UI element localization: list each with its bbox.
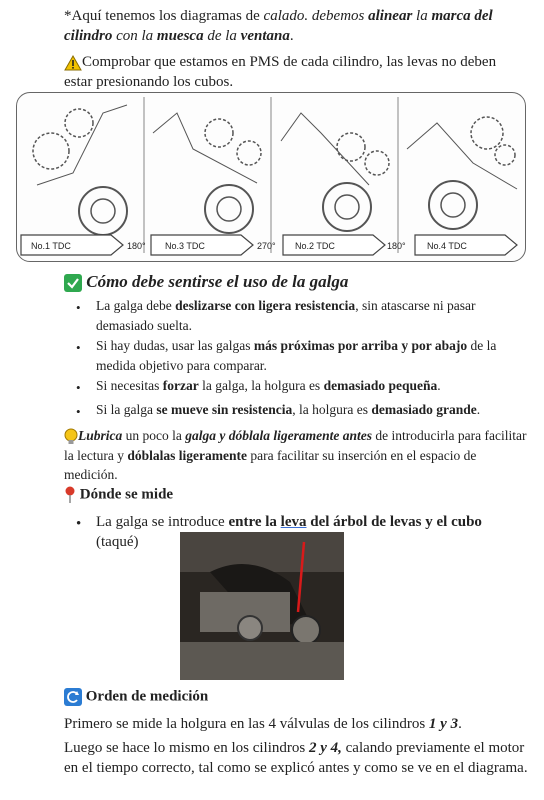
diagram-labels [21,235,517,255]
timing-diagram-svg [17,93,525,261]
panel-3 [281,97,398,253]
intro-text-8: de la [203,28,241,44]
item-text: Si necesitas [96,378,163,393]
intro-text-9: ventana [240,28,290,44]
warning-paragraph [64,52,528,92]
intro-text-5: marca del cilindro [64,8,493,44]
item-bold: forzar [162,378,199,393]
list-item [96,400,524,420]
item-bold: demasiado pequeña [323,378,438,393]
diagram-angle-3: 180° [387,241,406,251]
engine-photo [180,532,344,680]
bullet-dot: • [76,404,81,419]
intro-text-10: . [289,28,294,44]
item-text: , la holgura es [292,402,372,417]
item-bold: se mueve sin resistencia [156,402,293,417]
intro-paragraph [64,6,528,46]
intro-text-2: calado. debemos [263,8,369,24]
intro-text-6: con la [112,28,157,44]
section-heading-feel [64,272,348,292]
order-paragraph-1 [64,714,528,734]
bullet-dot: • [76,300,81,315]
warning-text: Comprobar que estamos en PMS de cada cilindro, las levas no deben estar presionando los cubos. [64,54,497,90]
lightbulb-icon [64,428,78,446]
item-bold: demasiado grande [371,402,477,417]
item-bold: del árbol de levas y el cubo [306,514,482,530]
item-bold: deslizarse con ligera resistencia [175,298,356,313]
list-item [96,336,524,376]
item-text: (taqué) [96,534,139,550]
item-text: , sin atascarse ni pasar demasiado suelta. [96,298,476,333]
bullet-dot: • [76,380,81,395]
tip-text-a: Lubrica [78,428,123,443]
list-item [96,296,524,336]
warning-icon [64,55,82,71]
section-title-order: Orden de medición [85,688,209,705]
tip-text-b: un poco la [122,428,186,443]
diagram-angle-2: 270° [257,241,276,251]
order-text: Primero se mide la holgura en las 4 válvulas de los cilindros [64,716,429,732]
diagram-label-3: No.2 TDC [295,241,335,251]
intro-asterisk: * [64,8,72,24]
item-text: . [476,402,481,417]
timing-diagram [16,92,526,262]
list-item [96,376,524,396]
tip-text-d: de introducirla para facilitar la lectura y [64,428,527,463]
diagram-label-1: No.1 TDC [31,241,71,251]
diagram-label-2: No.3 TDC [165,241,205,251]
tip-text-e: dóblalas ligeramente [127,447,247,463]
pin-icon [64,486,76,504]
refresh-icon [64,688,82,706]
order-text: . [458,716,462,732]
item-text: . [437,378,441,393]
item-bold: más próximas por arriba y por abajo [253,338,468,353]
intro-text-4: la [412,8,432,24]
section-heading-where [64,486,173,504]
bullet-dot: • [76,340,81,355]
item-text: Si hay dudas, usar las galgas [96,338,254,353]
leva-link[interactable]: leva [280,514,307,530]
item-text: La galga se introduce [96,514,229,530]
diagram-angle-1: 180° [127,241,146,251]
item-text: la galga, la holgura es [198,378,324,393]
intro-text-3: alinear [368,8,413,24]
item-text: La galga debe [96,298,176,313]
item-text: Si la galga [96,402,157,417]
item-bold: entre la [228,514,281,530]
diagram-label-4: No.4 TDC [427,241,467,251]
order-paragraph-2 [64,738,528,778]
section-title-feel: Cómo debe sentirse el uso de la galga [86,272,349,291]
intro-text-7: muesca [156,28,204,44]
order-text: Luego se hace lo mismo en los cilindros [64,740,309,756]
order-bold: 1 y 3 [428,716,459,732]
tip-text-f: para facilitar su inserción en el espacio de medición. [64,447,477,482]
panel-4 [407,117,517,229]
intro-text-1: Aquí tenemos los diagramas de [71,8,264,24]
item-text: de la medida objetivo para comparar. [96,338,497,373]
tip-text-c: galga y dóblala ligeramente antes [185,428,373,443]
bullet-dot: • [76,516,82,532]
section-heading-order [64,688,208,706]
order-text: calando previamente el motor en el tiempo correcto, tal como se explicó antes y como se ve en el diagrama. [64,740,528,776]
tip-paragraph [64,426,528,484]
panel-1 [33,97,144,253]
check-icon [64,274,82,292]
order-bold: 2 y 4, [308,740,342,756]
section-title-where: Dónde se mide [79,486,174,503]
panel-2 [153,97,271,253]
